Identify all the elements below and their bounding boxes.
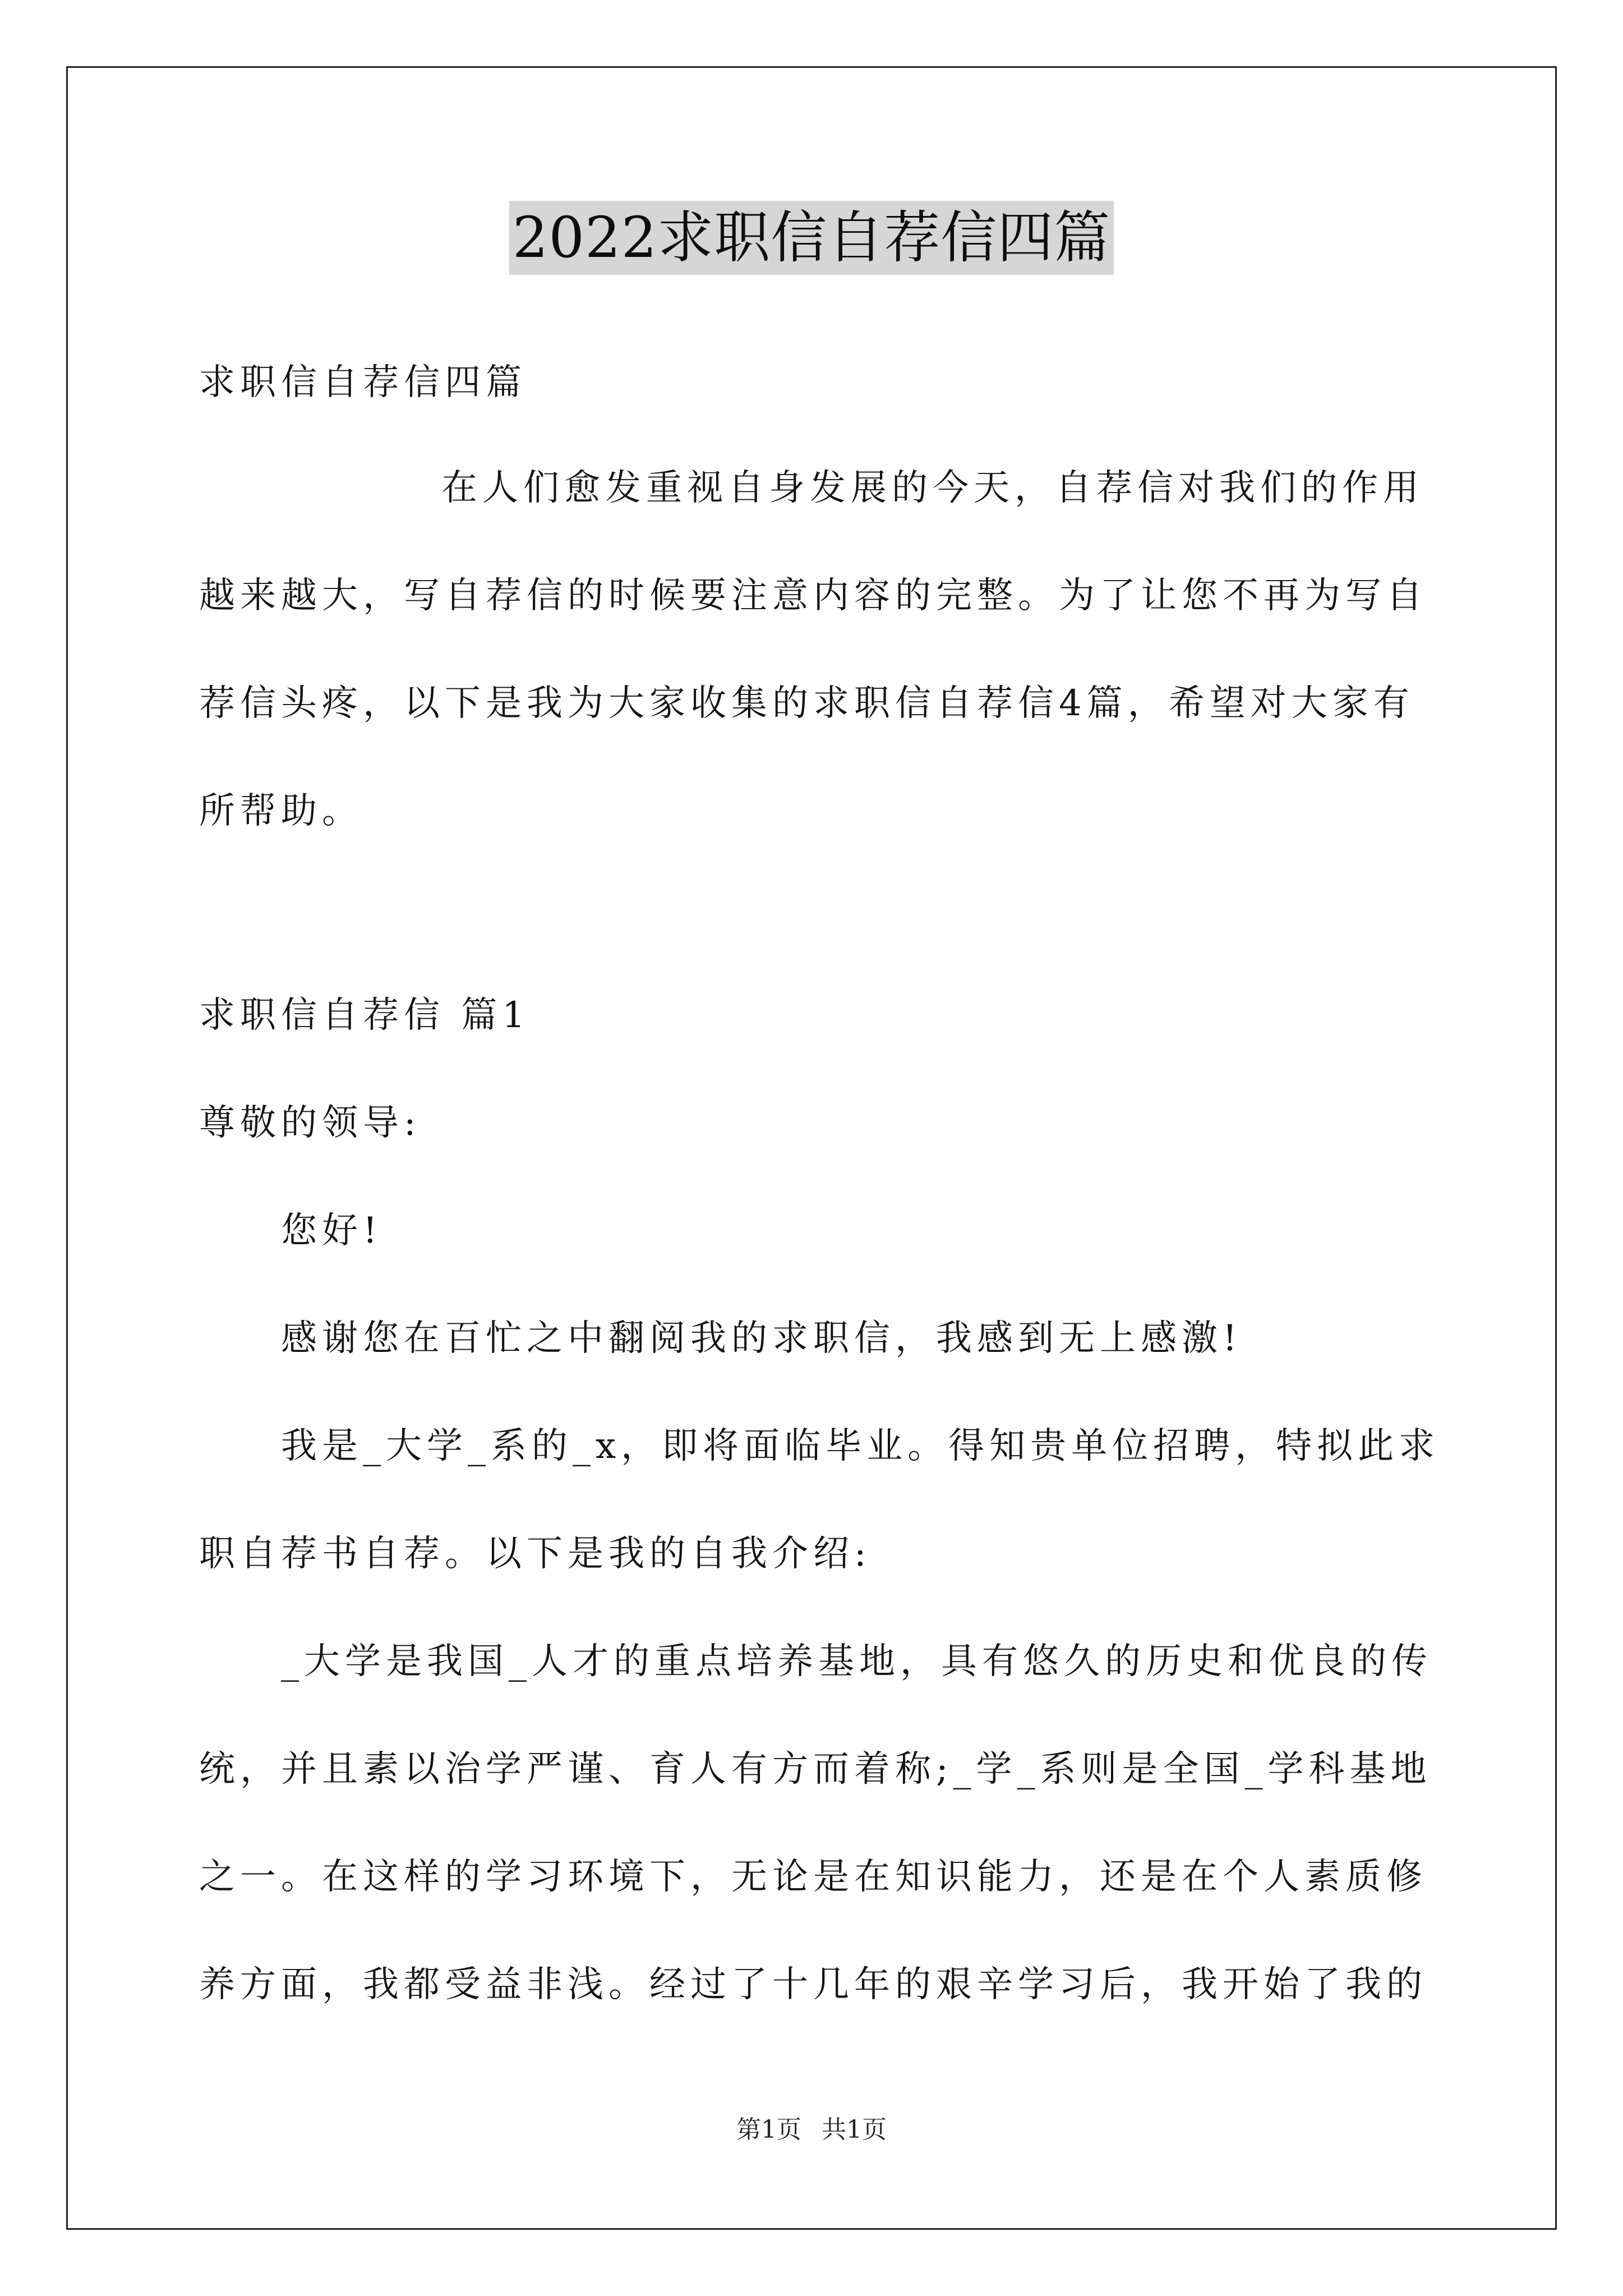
document-subtitle: 求职信自荐信四篇 <box>199 362 527 403</box>
document-title: 2022求职信自荐信四篇 <box>509 201 1114 275</box>
school-line-2: 统，并且素以治学严谨、育人有方而着称;_学_系则是全国_学科基地 <box>199 1749 1432 1790</box>
intro-line-3: 荐信头疼，以下是我为大家收集的求职信自荐信4篇，希望对大家有 <box>199 683 1414 724</box>
page-footer <box>0 2109 1623 2145</box>
intro-line-2: 越来越大，写自荐信的时候要注意内容的完整。为了让您不再为写自 <box>199 575 1427 616</box>
school-line-4: 养方面，我都受益非浅。经过了十几年的艰辛学习后，我开始了我的 <box>199 1964 1427 2005</box>
intro-line-4: 所帮助。 <box>199 790 363 832</box>
title-container <box>0 201 1623 275</box>
page-total: 共1页 <box>822 2115 887 2144</box>
school-line-1: _大学是我国_人才的重点培养基地，具有悠久的历史和优良的传 <box>281 1641 1432 1682</box>
page-number: 第1页 <box>736 2115 801 2144</box>
self-intro-line-2: 职自荐书自荐。以下是我的自我介绍: <box>199 1533 872 1575</box>
intro-line-1: 在人们愈发重视自身发展的今天，自荐信对我们的作用 <box>441 467 1424 509</box>
section-heading: 求职信自荐信 篇1 <box>199 995 531 1036</box>
salutation: 尊敬的领导: <box>199 1102 421 1144</box>
self-intro-line-1: 我是_大学_系的_x，即将面临毕业。得知贵单位招聘，特拟此求 <box>281 1425 1440 1467</box>
thanks-paragraph: 感谢您在百忙之中翻阅我的求职信，我感到无上感激! <box>281 1318 1242 1359</box>
school-line-3: 之一。在这样的学习环境下，无论是在知识能力，还是在个人素质修 <box>199 1856 1427 1898</box>
greeting: 您好! <box>281 1210 382 1251</box>
